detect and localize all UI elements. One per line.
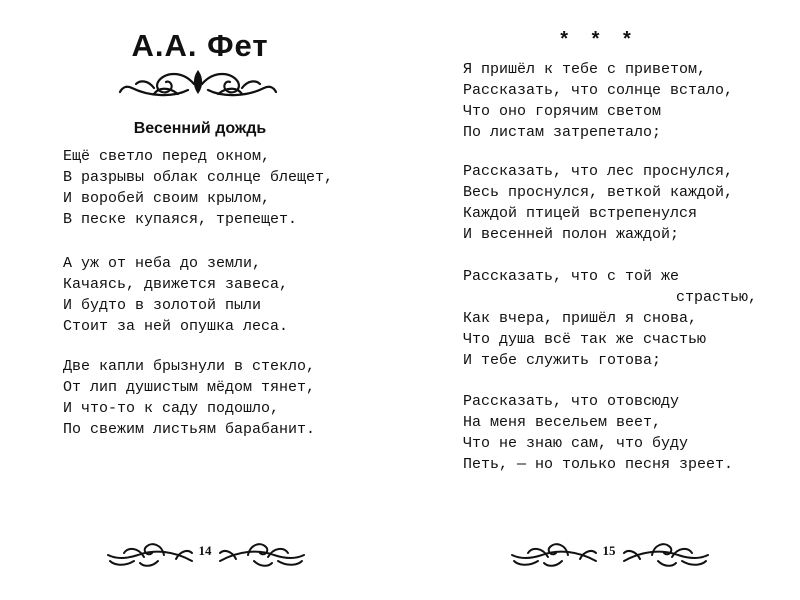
poem-line: Я пришёл к тебе с приветом, xyxy=(463,61,707,78)
poem-line: Как вчера, пришёл я снова, xyxy=(463,310,698,327)
stanza-left-2 xyxy=(63,253,288,337)
poem-line: Петь, — но только песня зреет. xyxy=(463,456,734,473)
poem-line: Рассказать, что лес проснулся, xyxy=(463,163,734,180)
poem-line: И тебе служить готова; xyxy=(463,352,662,369)
poem-line: Ещё светло перед окном, xyxy=(63,148,271,165)
stanza-right-3 xyxy=(463,266,757,371)
poem-line: Что оно горячим светом xyxy=(463,103,662,120)
poem-line: Рассказать, что с той же xyxy=(463,268,680,285)
stanza-right-1 xyxy=(463,59,733,143)
page-number-right: 15 xyxy=(602,543,616,558)
poem-line: На меня весельем веет, xyxy=(463,414,662,431)
poem-line: И воробей своим крылом, xyxy=(63,190,271,207)
right-page xyxy=(400,0,800,600)
poem-line: Каждой птицей встрепенулся xyxy=(463,205,698,222)
author-heading: А.А. Фет xyxy=(131,28,269,63)
stanza-left-1 xyxy=(63,146,333,230)
poem-line: Рассказать, что отовсюду xyxy=(463,393,680,410)
footer-ornament-left-icon xyxy=(104,537,194,571)
poem-line: А уж от неба до земли, xyxy=(63,255,262,272)
footer-ornament-right-icon xyxy=(218,537,308,571)
poem-line: И что-то к саду подошло, xyxy=(63,400,280,417)
poem-line: От лип душистым мёдом тянет, xyxy=(63,379,316,396)
poem-line: Что душа всё так же счастью xyxy=(463,331,707,348)
poem-line: В песке купаяся, трепещет. xyxy=(63,211,298,228)
footer-ornament-right-icon xyxy=(622,537,712,571)
poem-line: И будто в золотой пыли xyxy=(63,297,262,314)
section-asterisks: * * * xyxy=(560,28,640,50)
poem-line: Рассказать, что солнце встало, xyxy=(463,82,734,99)
poem-line: Две капли брызнули в стекло, xyxy=(63,358,316,375)
stanza-left-3 xyxy=(63,356,315,440)
poem-line-wrapped: страстью, xyxy=(675,289,757,306)
stanza-right-4 xyxy=(463,391,733,475)
poem-line: И весенней полон жаждой; xyxy=(463,226,680,243)
poem-line: Качаясь, движется завеса, xyxy=(63,276,289,293)
poem-line: Что не знаю сам, что буду xyxy=(463,435,689,452)
poem-title-spring-rain: Весенний дождь xyxy=(133,120,267,137)
title-ornament-icon xyxy=(118,66,278,100)
poem-line: В разрывы облак солнце блещет, xyxy=(63,169,334,186)
poem-line: По листам затрепетало; xyxy=(463,124,662,141)
footer-ornament-left-icon xyxy=(508,537,598,571)
page-number-left: 14 xyxy=(198,543,212,558)
stanza-right-2 xyxy=(463,161,733,245)
poem-line: По свежим листьям барабанит. xyxy=(63,421,316,438)
poem-line: Стоит за ней опушка леса. xyxy=(63,318,289,335)
poem-line: Весь проснулся, веткой каждой, xyxy=(463,184,734,201)
